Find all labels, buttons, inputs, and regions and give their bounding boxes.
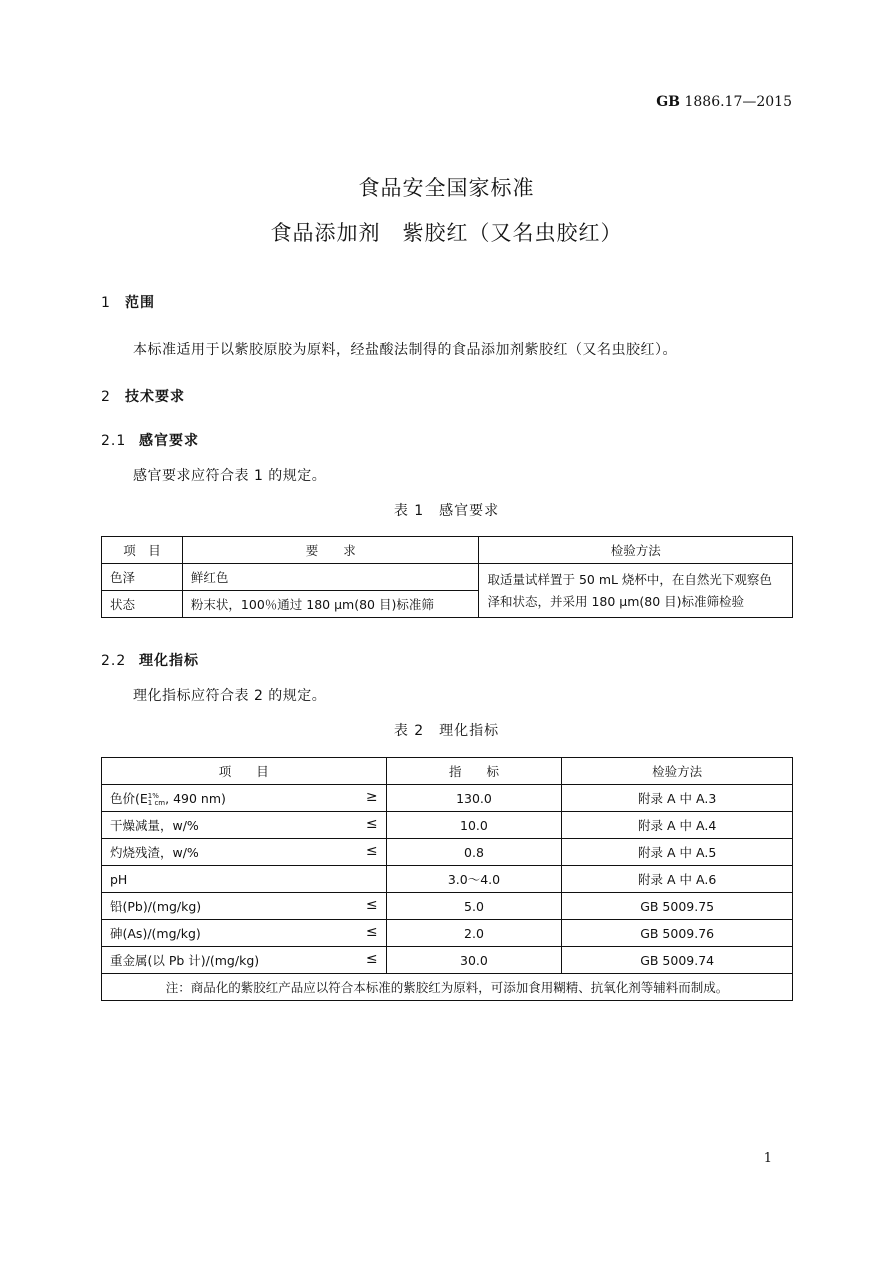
- section-number: 2: [101, 389, 111, 405]
- cell-item: [102, 947, 387, 974]
- column-header-index: 指 标: [386, 758, 562, 785]
- table-note-row: [102, 974, 793, 1001]
- cell-requirement: 粉末状，100％通过 180 μm(80 目)标准筛: [182, 591, 479, 618]
- comparison-symbol: ≤: [365, 816, 378, 832]
- table-2-caption: 表 2 理化指标: [393, 723, 500, 739]
- cell-method: GB 5009.76: [562, 920, 793, 947]
- item-label: 灼烧残渣，w/%: [110, 845, 199, 860]
- section-2-1-heading: [101, 430, 199, 450]
- column-header-method: 检验方法: [562, 758, 793, 785]
- cell-item: [102, 839, 387, 866]
- item-subscript: 1 cm: [147, 798, 166, 807]
- item-label: 砷(As)/(mg/kg): [110, 926, 201, 941]
- standard-code: 1886.17—2015: [684, 94, 792, 110]
- section-title: 范围: [125, 295, 155, 311]
- section-number: 2.2: [101, 653, 127, 669]
- cell-value: 30.0: [386, 947, 562, 974]
- section-2-heading: [101, 386, 185, 406]
- cell-value: 3.0～4.0: [386, 866, 562, 893]
- section-2-1-text: 感官要求应符合表 1 的规定。: [133, 468, 327, 484]
- table-row: [102, 564, 793, 591]
- cell-method: GB 5009.75: [562, 893, 793, 920]
- table-row: [102, 866, 793, 893]
- table-row: [102, 947, 793, 974]
- cell-value: 0.8: [386, 839, 562, 866]
- comparison-symbol: ≤: [365, 843, 378, 859]
- comparison-symbol: ≥: [365, 789, 378, 805]
- item-suffix: , 490 nm): [165, 791, 226, 806]
- section-2-2-text: 理化指标应符合表 2 的规定。: [133, 688, 327, 704]
- section-2-2-heading: [101, 650, 199, 670]
- cell-item: 状态: [102, 591, 183, 618]
- cell-method: 附录 A 中 A.4: [562, 812, 793, 839]
- table-row: [102, 920, 793, 947]
- cell-item: [102, 893, 387, 920]
- table-row: [102, 812, 793, 839]
- item-label: 铅(Pb)/(mg/kg): [110, 899, 202, 914]
- cell-method: 取适量试样置于 50 mL 烧杯中，在自然光下观察色泽和状态，并采用 180 μm(80 目)标准筛检验: [479, 564, 793, 618]
- cell-item: [102, 785, 387, 812]
- item-label: 重金属(以 Pb 计)/(mg/kg): [110, 953, 260, 968]
- table-row: [102, 893, 793, 920]
- cell-value: 2.0: [386, 920, 562, 947]
- document-title: 食品安全国家标准: [358, 176, 535, 200]
- item-label: pH: [110, 871, 128, 887]
- cell-method: 附录 A 中 A.6: [562, 866, 793, 893]
- document-subtitle: 食品添加剂 紫胶红（又名虫胶红）: [270, 221, 623, 245]
- cell-requirement: 鲜红色: [182, 564, 479, 591]
- column-header-item: 项 目: [102, 537, 183, 564]
- standard-number: [656, 94, 792, 110]
- table-row: [102, 839, 793, 866]
- sensory-requirements-table: [101, 536, 793, 618]
- section-1-heading: [101, 292, 155, 312]
- section-1-text: 本标准适用于以紫胶原胶为原料，经盐酸法制得的食品添加剂紫胶红（又名虫胶红）。: [133, 342, 677, 358]
- item-prefix: 色价(E: [110, 791, 148, 806]
- comparison-symbol: ≤: [365, 924, 378, 940]
- standard-prefix: GB: [656, 94, 681, 110]
- table-note: 注：商品化的紫胶红产品应以符合本标准的紫胶红为原料，可添加食用糊精、抗氧化剂等辅料而制成。: [102, 974, 793, 1001]
- cell-method: 附录 A 中 A.3: [562, 785, 793, 812]
- page-number: 1: [763, 1151, 772, 1166]
- table-1-caption: 表 1 感官要求: [393, 503, 500, 519]
- column-header-item: 项 目: [102, 758, 387, 785]
- section-number: 2.1: [101, 433, 127, 449]
- cell-value: 10.0: [386, 812, 562, 839]
- cell-value: 130.0: [386, 785, 562, 812]
- section-title: 技术要求: [125, 389, 185, 405]
- cell-item: [102, 812, 387, 839]
- cell-item: 色泽: [102, 564, 183, 591]
- comparison-symbol: ≤: [365, 951, 378, 967]
- section-title: 理化指标: [139, 653, 199, 669]
- column-header-method: 检验方法: [479, 537, 793, 564]
- comparison-symbol: ≤: [365, 897, 378, 913]
- table-header-row: [102, 537, 793, 564]
- cell-method: 附录 A 中 A.5: [562, 839, 793, 866]
- item-label: 干燥减量，w/%: [110, 818, 199, 833]
- section-title: 感官要求: [139, 433, 199, 449]
- cell-item: [102, 866, 387, 893]
- item-superscript: 1%: [147, 791, 159, 800]
- cell-method: GB 5009.74: [562, 947, 793, 974]
- physicochemical-table: [101, 757, 793, 1001]
- cell-value: 5.0: [386, 893, 562, 920]
- column-header-requirement: 要 求: [182, 537, 479, 564]
- table-row: [102, 785, 793, 812]
- cell-item: [102, 920, 387, 947]
- section-number: 1: [101, 295, 111, 311]
- table-header-row: [102, 758, 793, 785]
